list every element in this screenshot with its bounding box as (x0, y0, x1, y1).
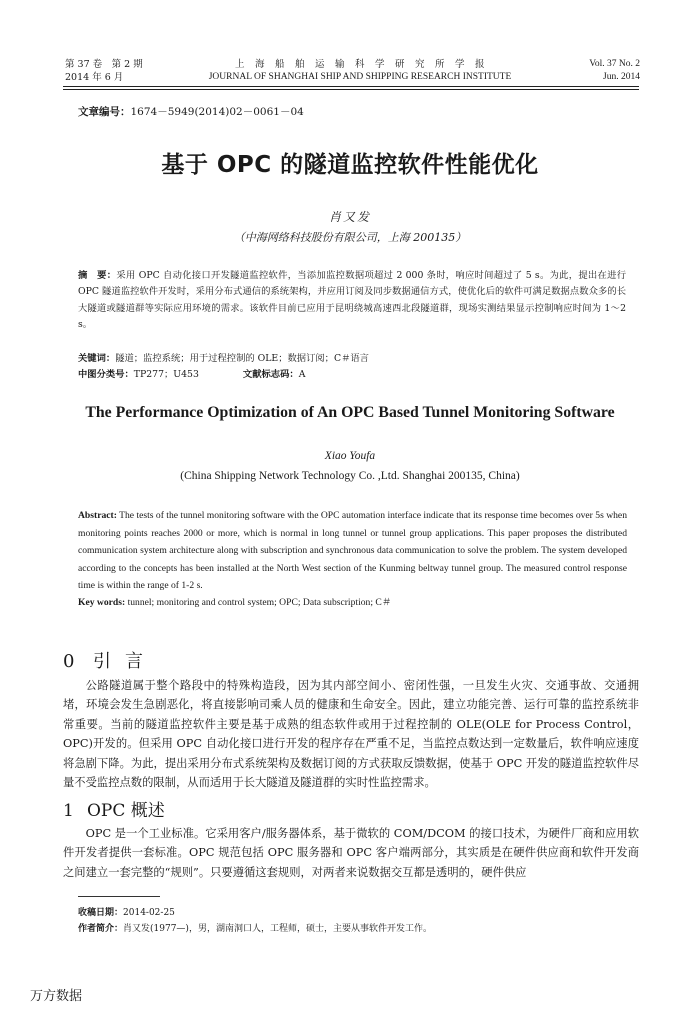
footnote-received (78, 906, 175, 920)
header-rule-thin (63, 89, 639, 90)
section-0-number: 0 (63, 651, 75, 672)
article-number-label: 文章编号： (78, 106, 131, 118)
header-date-en: Jun. 2014 (603, 72, 640, 82)
section-0-heading (63, 647, 157, 673)
abstract-en-text: The tests of the tunnel monitoring software with the OPC automation interface indicate that its response time becomes over 5s when monitoring points reaches 2000 or more, which is normal in long tunnel or tunnel group applications. This paper proposes the distributed communication system architecture along with subscription and synchronous data communication to solve the problem. The system developed according to the concepts has been installed at the North West section of the Kunming beltway tunnel group. The measured control response time is within the range of 1-2 s. (78, 510, 627, 591)
keywords-cn-text: 隧道；监控系统；用于过程控制的 OLE；数据订阅；C＃语言 (115, 353, 369, 364)
footnote-rule (78, 896, 160, 897)
title-english: The Performance Optimization of An OPC Based Tunnel Monitoring Software (85, 404, 615, 421)
affiliation-chinese: （中海网络科技股份有限公司，上海 200135） (233, 231, 467, 244)
document-code-value: A (298, 369, 306, 380)
header-volume-en (589, 58, 640, 84)
received-value: 2014-02-25 (123, 908, 175, 918)
section-0-title: 引言 (93, 651, 157, 672)
watermark: 万方数据 (30, 989, 83, 1004)
article-number-value: 1674－5949(2014)02－0061－04 (130, 106, 304, 118)
abstract-chinese (78, 268, 626, 334)
section-1-heading (63, 796, 165, 821)
keywords-english (78, 595, 627, 611)
header-volume-issue-en: Vol. 37 No. 2 (589, 59, 640, 69)
section-1-title: OPC 概述 (87, 801, 165, 821)
keywords-en-text: tunnel; monitoring and control system; OPC; Data subscription; C＃ (125, 597, 392, 608)
section-1-number: 1 (63, 801, 74, 821)
journal-name-cn: 上 海 船 舶 运 输 科 学 研 究 所 学 报 (234, 59, 485, 70)
received-label: 收稿日期： (78, 908, 124, 918)
abstract-en-label: Abstract: (78, 510, 117, 521)
title-chinese: 基于 OPC 的隧道监控软件性能优化 (161, 152, 539, 178)
header-volume-issue: 第 37 卷 第 2 期 (65, 59, 143, 70)
abstract-cn-label: 摘 要： (78, 270, 117, 281)
affiliation-english: (China Shipping Network Technology Co. ,Ltd. Shanghai 200135, China) (180, 470, 520, 482)
document-code-label: 文献标志码： (242, 369, 299, 380)
section-0-body: 公路隧道属于整个路段中的特殊构造段，因为其内部空间小、密闭性强，一旦发生火灾、交通事故、交通拥堵，环境会发生急剧恶化，将直接影响司乘人员的健康和生命安全。因此，建立功能完善、运行可靠的监控系统非常重要。当前的隧道监控软件主要是基于成熟的组态软件或用于过程控制的 OLE(OLE for Process Control，OPC)开发的。但采用 OPC 自动化接口进行开发的程序存在严重不足，当监控点数达到一定数量后，软件响应速度将急剧下降。为此，提出采用分布式系统架构及数据订阅的方式获取反馈数据，使基于 OPC 开发的隧道监控软件尽量不受监控点数的限制，从而适用于长大隧道及隧道群的实时性监控需求。 (63, 679, 639, 790)
author-chinese: 肖又发 (328, 210, 371, 224)
keywords-chinese (78, 351, 626, 367)
article-number (78, 104, 304, 119)
header-date: 2014 年 6 月 (65, 72, 124, 83)
header-volume (65, 58, 143, 84)
header-journal (170, 58, 550, 84)
section-1-body: OPC 是一个工业标准。它采用客户/服务器体系，基于微软的 COM/DCOM 的接口技术，为硬件厂商和应用软件开发者提供一套标准。OPC 规范包括 OPC 服务器和 OPC 客户端两部分，其实质是在硬件供应商和软件开发商之间建立一套完整的“规则”。只要遵循这套规则，对两者来说数据交互都是透明的，硬件供应 (63, 827, 639, 879)
author-bio-label: 作者简介： (78, 924, 124, 934)
author-english: Xiao Youfa (324, 450, 376, 462)
keywords-cn-label: 关键词： (78, 353, 116, 364)
classification (78, 367, 626, 383)
classification-value: TP277；U453 (133, 369, 199, 380)
keywords-en-label: Key words: (78, 597, 126, 608)
footnote-author-bio (78, 922, 432, 936)
header-rule (63, 86, 639, 87)
abstract-cn-text: 采用 OPC 自动化接口开发隧道监控软件，当添加监控数据项超过 2 000 条时，响应时间超过了 5 s。为此，提出在进行 OPC 隧道监控软件开发时，采用分布式通信的系统架构，并应用订阅及同步数据通信方式，使优化后的软件可满足数据点数众多的长大隧道或隧道群等实际应用环境的需求。该软件目前已应用于昆明绕城高速西北段隧道群，现场实测结果显示控制响应时间为 1～2 s。 (78, 270, 626, 331)
author-bio-text: 肖又发(1977—)，男，湖南洞口人，工程师，硕士，主要从事软件开发工作。 (123, 924, 432, 934)
journal-name-en: JOURNAL OF SHANGHAI SHIP AND SHIPPING RESEARCH INSTITUTE (208, 72, 512, 82)
abstract-english (78, 507, 627, 595)
classification-label: 中图分类号： (78, 369, 134, 380)
